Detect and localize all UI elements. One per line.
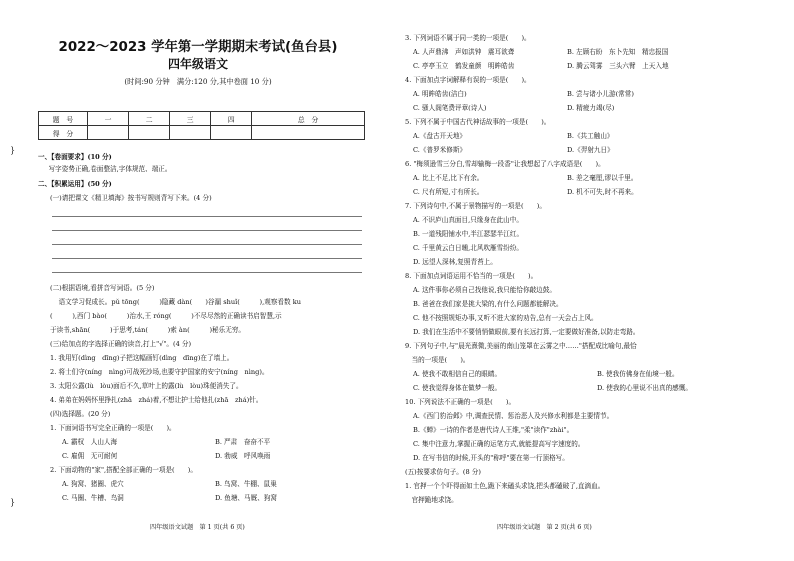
option[interactable]: B. 差之毫厘,谬以千里。 (567, 174, 638, 182)
option[interactable]: C. 亭亭玉立 鹤发童颜 明眸皓齿 (413, 62, 515, 70)
option[interactable]: A.《盘古开天地》 (413, 132, 467, 140)
text-line: 于读书,shān( )于思考,tán( )索 àn( )秘乐无穷。 (50, 326, 246, 334)
option[interactable]: A. 使我不敢相信自己的眼睛。 (413, 370, 502, 378)
question-line: 1. 官押一个个吓得面如土色,跪下来磕头求饶,把头都磕破了,直滴血。 (405, 482, 605, 490)
option[interactable]: A. 狗窝、猪圈、虎穴 (62, 480, 124, 488)
score-cell[interactable] (252, 126, 365, 140)
score-table (38, 111, 365, 140)
score-cell: 题 号 (39, 112, 88, 126)
question-line: (三)给加点的字选择正确的读音,打上"√"。(4 分) (50, 340, 192, 348)
option[interactable]: D. 鱼塘、马厩、狗窝 (215, 494, 277, 502)
text-line: ( ),西门 bào( )治水,王 róng( )不尽尽然的正确读书启智慧,示 (50, 312, 282, 320)
option[interactable]: A. 比上不足,比下有余。 (413, 174, 484, 182)
option[interactable]: A.《西门豹治邺》中,调查民情、惩治恶人及兴修水利都是主要情节。 (413, 412, 614, 420)
question-line: 7. 下列诗句中,不属于景物描写的一项是( )。 (405, 202, 546, 210)
section-heading: (五)按要求仿句子。(8 分) (405, 468, 481, 476)
text-line: 1. 我用钉(dìng dīng)子把这幅画钉(dìng dīng)在了墙上。 (50, 354, 234, 362)
option[interactable]: C. 他不按照规矩办事,又听不进大家的劝告,总有一天会占上风。 (413, 314, 598, 322)
option[interactable]: A. 不识庐山真面目,只缘身在此山中。 (413, 216, 523, 224)
text-line: 语文学习促成长。pǔ tōng( )隐藏 dàn( )谷漏 shuǐ( ),观察看数 ku (52, 298, 301, 306)
option[interactable]: C. 使我觉得身体在做梦一般。 (413, 384, 502, 392)
option[interactable]: C. 集中注意力,掌握正确的运笔方式,就能提高写字速度的。 (413, 440, 585, 448)
option[interactable]: D. 勃威 呼风唤雨 (215, 452, 271, 460)
answer-line[interactable] (52, 230, 362, 231)
score-cell: 得 分 (39, 126, 88, 140)
answer-line[interactable] (52, 244, 362, 245)
question-line: 9. 下列句子中,与"晨光熹微,美丽的南山笼罩在云雾之中……"搭配成比喻句,最恰 (405, 342, 637, 350)
answer-line[interactable] (52, 216, 362, 217)
question-line: (二)根据语境,看拼音写词语。(5 分) (50, 284, 155, 292)
question-line: 6. "梅须逊雪三分白,雪却输梅一段香"让我想起了八字成语是( )。 (405, 160, 605, 168)
option[interactable]: A. 这件事你必须自己找他说,我只能恰你敲边鼓。 (413, 286, 556, 294)
exam-meta: (时间:90 分钟 满分:120 分,其中卷面 10 分) (124, 77, 272, 86)
question-line: 4. 下面加点字词解释有误的一项是( )。 (405, 76, 531, 84)
option[interactable]: A. 人声鼎沸 声如洪钟 震耳欲聋 (413, 48, 515, 56)
exam-subtitle: 四年级语文 (167, 57, 228, 71)
option[interactable]: B. 使我仿佛身在仙境一般。 (597, 370, 679, 378)
option[interactable]: D. 精疲力竭(尽) (567, 104, 615, 112)
score-cell: 三 (170, 112, 211, 126)
text-line: 2. 将士们守(níng nìng)可战死沙场,也要守护国家的安宁(níng nìng)。 (50, 368, 269, 376)
text-line: 3. 太阳公露(lù lòu)面后不久,草叶上的露(lù lòu)珠便消失了。 (50, 382, 243, 390)
score-cell[interactable] (129, 126, 170, 140)
option[interactable]: B. 一道残阳铺水中,半江瑟瑟半江红。 (413, 230, 524, 238)
score-cell[interactable] (211, 126, 252, 140)
option[interactable]: B. 左顾右盼 东卜先知 精忠报国 (567, 48, 669, 56)
binding-mark: } (10, 146, 16, 155)
question-line: 5. 下列不属于中国古代神话故事的一项是( )。 (405, 118, 551, 126)
option[interactable]: A. 霸权 人山人海 (62, 438, 118, 446)
text-line: 4. 弟弟在妈妈怀里挣扎(zhā zhá)着,不想让护士给他扎(zhā zhá)针。 (50, 396, 263, 404)
text-line: 写字姿势正确,卷面整洁,字体规范、端正。 (42, 165, 172, 173)
score-cell: 四 (211, 112, 252, 126)
option[interactable]: D. 腾云驾雾 三头六臂 上天入地 (567, 62, 669, 70)
section-heading: 一、【卷面要求】(10 分) (38, 153, 112, 161)
question-line: 1. 下面词语书写完全正确的一项是( )。 (50, 424, 176, 432)
text-line: 官押跪地求饶。 (405, 496, 458, 504)
question-line: 8. 下面加点词语运用不恰当的一项是( )。 (405, 272, 538, 280)
option[interactable]: C. 骚人阁笔费评章(诗人) (413, 104, 487, 112)
option[interactable]: A. 明眸皓齿(洁白) (413, 90, 467, 98)
question-line: (一)请把课文《精卫填海》按书写规则背写下来。(4 分) (50, 194, 212, 202)
option[interactable]: D. 我们在生活中不要悄悄做眼前,要有长远打算,一定要做好准备,以防走弯路。 (413, 328, 640, 336)
page-right (397, 0, 794, 561)
page-footer: 四年级语文试题 第 2 页(共 6 页) (497, 524, 592, 531)
option[interactable]: D. 在写书信的时候,开头的"称呼"要在第一行顶格写。 (413, 454, 569, 462)
option[interactable]: B. 爸爸在我们家是挑大梁的,有什么问题都能解决。 (413, 300, 563, 308)
option[interactable]: C. 雇佣 无可耐何 (62, 452, 118, 460)
answer-line[interactable] (52, 272, 362, 273)
option[interactable]: D. 机不可失,时不再来。 (567, 188, 638, 196)
score-cell[interactable] (88, 126, 129, 140)
option[interactable]: B.《共工触山》 (567, 132, 614, 140)
page-footer: 四年级语文试题 第 1 页(共 6 页) (150, 524, 245, 531)
question-line: 当的一项是( )。 (405, 356, 470, 364)
answer-line[interactable] (52, 258, 362, 259)
option[interactable]: B. 尝与诸小儿游(常常) (567, 90, 634, 98)
score-table-score-row (39, 126, 365, 140)
option[interactable]: C. 尺有所短,寸有所长。 (413, 188, 484, 196)
score-cell: 一 (88, 112, 129, 126)
option[interactable]: B. 严肃 奋奋不平 (215, 438, 271, 446)
option[interactable]: D.《羿射九日》 (567, 146, 614, 154)
option[interactable]: D. 远望人深林,复照青苔上。 (413, 258, 497, 266)
score-cell: 总 分 (252, 112, 365, 126)
option[interactable]: C.《普罗米修斯》 (413, 146, 467, 154)
score-cell: 二 (129, 112, 170, 126)
binding-mark: } (10, 498, 16, 507)
option[interactable]: B.《蝉》一诗的作者是唐代诗人王维,"柔"读作"zhài"。 (413, 426, 574, 434)
option[interactable]: D. 使我的心里说不出真的感慨。 (597, 384, 692, 392)
question-line: 3. 下列词语不属于同一类的一项是( )。 (405, 34, 531, 42)
exam-title: 2022～2023 学年第一学期期末考试(鱼台县) (58, 40, 338, 55)
question-line: 2. 下面动物的"家",搭配全部正确的一项是( )。 (50, 466, 197, 474)
section-heading: 二、【积累运用】(50 分) (38, 180, 112, 188)
score-table-header-row (39, 112, 365, 126)
score-cell[interactable] (170, 126, 211, 140)
question-line: (四)选择题。(20 分) (50, 410, 111, 418)
question-line: 10. 下列说法不正确的一项是( )。 (405, 398, 516, 406)
option[interactable]: B. 鸟窝、牛棚、鼠巢 (215, 480, 277, 488)
option[interactable]: C. 千里黄云白日曛,北风吹雁雪纷纷。 (413, 244, 524, 252)
option[interactable]: C. 马圈、牛槽、鸟洞 (62, 494, 124, 502)
